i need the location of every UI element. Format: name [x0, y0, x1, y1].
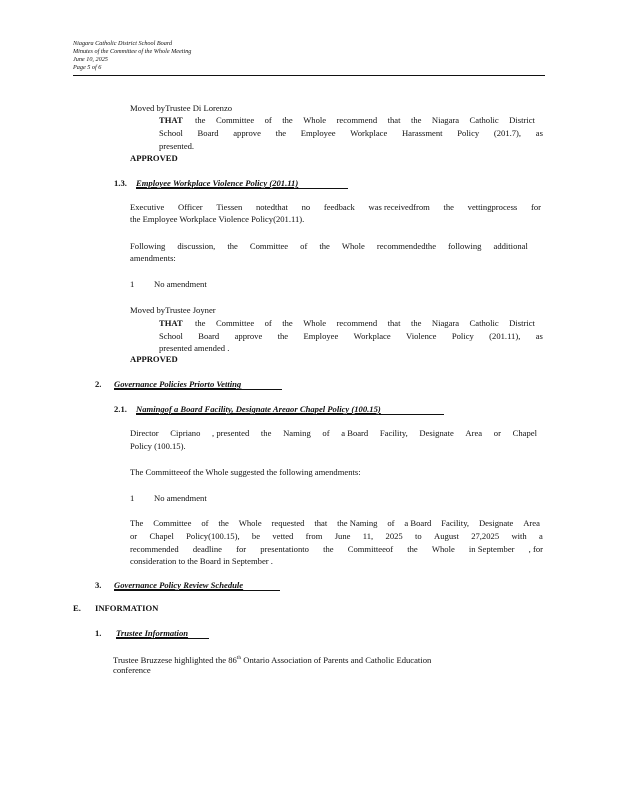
paragraph-line: or Chapel Policy(100.15), be vetted from June 11, 2025 to August 27,2025 with a: [130, 531, 543, 541]
item-number: 1.3.: [114, 178, 127, 188]
heading-underline: [136, 414, 444, 415]
header-org: Niagara Catholic District School Board: [73, 40, 173, 47]
superscript: th: [236, 655, 242, 661]
bullet-text: No amendment: [154, 493, 207, 503]
header-page-number: Page 5 of 6: [73, 64, 102, 71]
item-number: 1.: [95, 628, 102, 638]
motion-mover: Moved byTrustee Di Lorenzo: [130, 103, 233, 113]
item-heading: Namingof a Board Facility, Designate Areaor Chapel Policy (100.15): [136, 404, 381, 414]
approved-label: APPROVED: [130, 153, 178, 163]
paragraph-line: recommended deadline for presentationto the Committeeof the Whole in September , for: [130, 544, 543, 554]
motion-line: the Committee of the Whole recommend that the Niagara Catholic District: [195, 115, 535, 125]
paragraph-line: Executive Officer Tiessen notedthat no feedback was receivedfrom the vettingprocess for: [130, 202, 541, 212]
motion-mover: Moved byTrustee Joyner: [130, 305, 216, 315]
item-heading: Trustee Information: [116, 628, 189, 638]
item-heading: Governance Policies Priorto Vetting: [114, 379, 242, 389]
header-date: June 10, 2025: [73, 56, 108, 63]
paragraph-line: the Employee Workplace Violence Policy(201.11).: [130, 214, 305, 224]
bullet-marker: 1: [130, 279, 135, 289]
paragraph-fragment: Trustee Bruzzese highlighted the 86: [113, 654, 237, 665]
section-heading: INFORMATION: [95, 603, 159, 613]
paragraph-line: conference: [113, 665, 151, 675]
paragraph-line: Following discussion, the Committee of the Whole recommendedthe following additional: [130, 241, 528, 251]
paragraph-line: consideration to the Board in September .: [130, 556, 273, 566]
heading-underline: [114, 389, 282, 390]
heading-underline: [136, 188, 348, 189]
motion-line: School Board approve the Employee Workplace Harassment Policy (201.7), as: [159, 128, 543, 138]
paragraph-line: The Committeeof the Whole suggested the following amendments:: [130, 467, 361, 477]
approved-label: APPROVED: [130, 354, 178, 364]
item-number: 3.: [95, 580, 102, 590]
paragraph-line: Policy (100.15).: [130, 441, 186, 451]
paragraph-line: [113, 652, 533, 666]
header-doc-title: Minutes of the Committee of the Whole Meeting: [73, 48, 192, 55]
header-rule: [73, 75, 545, 76]
item-number: 2.: [95, 379, 102, 389]
motion-line: presented.: [159, 141, 195, 151]
item-heading: Employee Workplace Violence Policy (201.11): [136, 178, 299, 188]
motion-that: THAT: [159, 318, 183, 328]
motion-line: School Board approve the Employee Workplace Violence Policy (201.11), as: [159, 331, 543, 341]
item-heading: Governance Policy Review Schedule: [114, 580, 244, 590]
section-letter: E.: [73, 603, 81, 613]
heading-underline: [116, 638, 209, 639]
motion-that: THAT: [159, 115, 183, 125]
item-number: 2.1.: [114, 404, 127, 414]
motion-line: the Committee of the Whole recommend that the Niagara Catholic District: [195, 318, 535, 328]
paragraph-fragment: Ontario Association of Parents and Catholic Education: [243, 654, 432, 665]
paragraph-line: amendments:: [130, 253, 176, 263]
paragraph-line: The Committee of the Whole requested that the Naming of a Board Facility, Designate Area: [130, 518, 540, 528]
paragraph-line: Director Cipriano , presented the Naming of a Board Facility, Designate Area or Chapel: [130, 428, 537, 438]
motion-line: presented amended .: [159, 343, 230, 353]
bullet-marker: 1: [130, 493, 135, 503]
heading-underline: [114, 590, 280, 591]
bullet-text: No amendment: [154, 279, 207, 289]
